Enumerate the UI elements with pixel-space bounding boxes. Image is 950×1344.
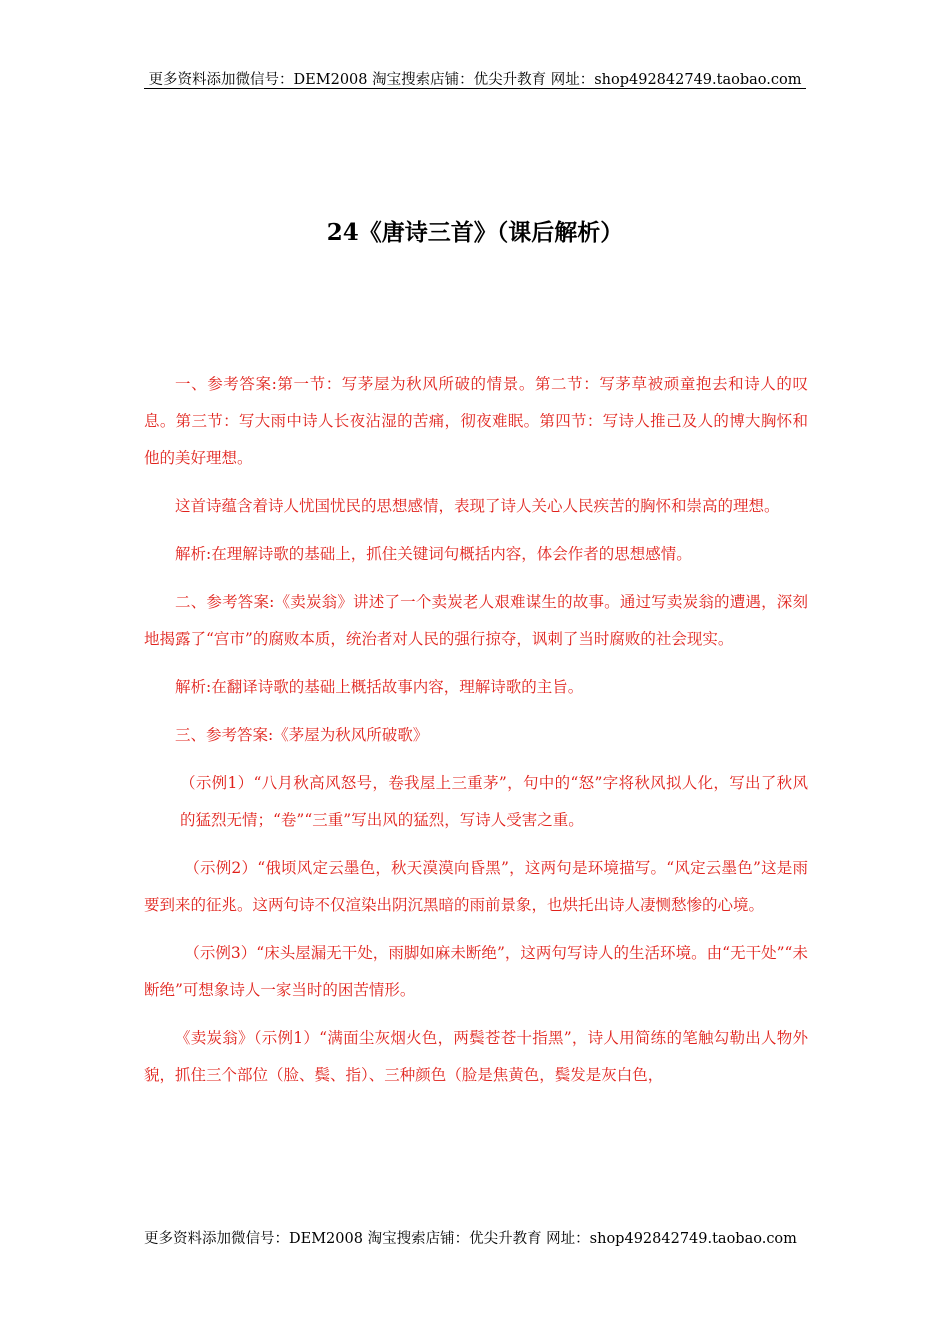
paragraph-answer-2: 二、参考答案:《卖炭翁》讲述了一个卖炭老人艰难谋生的故事。通过写卖炭翁的遭遇，深刻地揭露了“宫市”的腐败本质，统治者对人民的强行掠夺，讽刺了当时腐败的社会现实。 [144,593,808,648]
paragraph-answer-3-heading: 三、参考答案:《茅屋为秋风所破歌》 [175,726,429,744]
page-footer: 更多资料添加微信号：DEM2008 淘宝搜索店铺：优尖升教育 网址：shop492842749.taobao.com [144,1231,797,1247]
paragraph-analysis-2: 解析:在翻译诗歌的基础上概括故事内容，理解诗歌的主旨。 [175,678,584,696]
paragraph-example-3: （示例3）“床头屋漏无干处，雨脚如麻未断绝”，这两句写诗人的生活环境。由“无干处”“未断绝”可想象诗人一家当时的困苦情形。 [144,944,808,999]
header-divider [144,88,806,89]
document-body [144,366,808,1105]
paragraph-example-2: （示例2）“俄顷风定云墨色，秋天漠漠向昏黑”，这两句是环境描写。“风定云墨色”这是雨要到来的征兆。这两句诗不仅渲染出阴沉黑暗的雨前景象，也烘托出诗人凄恻愁惨的心境。 [144,859,808,914]
document-title: 24《唐诗三首》（课后解析） [326,219,624,246]
paragraph-answer-1-theme: 这首诗蕴含着诗人忧国忧民的思想感情，表现了诗人关心人民疾苦的胸怀和崇高的理想。 [175,497,780,515]
paragraph-example-1: （示例1）“八月秋高风怒号，卷我屋上三重茅”，句中的“怒”字将秋风拟人化，写出了秋风的猛烈无情；“卷”“三重”写出风的猛烈，写诗人受害之重。 [180,774,808,829]
paragraph-answer-1: 一、参考答案:第一节：写茅屋为秋风所破的情景。第二节：写茅草被顽童抱去和诗人的叹息。第三节：写大雨中诗人长夜沾湿的苦痛，彻夜难眠。第四节：写诗人推己及人的博大胸怀和他的美好理想。 [144,375,808,467]
paragraph-analysis-1: 解析:在理解诗歌的基础上，抓住关键词句概括内容，体会作者的思想感情。 [175,545,692,563]
paragraph-maitanweng-example: 《卖炭翁》（示例1）“满面尘灰烟火色，两鬓苍苍十指黑”，诗人用简练的笔触勾勒出人物外貌，抓住三个部位（脸、鬓、指）、三种颜色（脸是焦黄色，鬓发是灰白色， [144,1029,808,1084]
page-header: 更多资料添加微信号：DEM2008 淘宝搜索店铺：优尖升教育 网址：shop492842749.taobao.com [148,72,802,88]
